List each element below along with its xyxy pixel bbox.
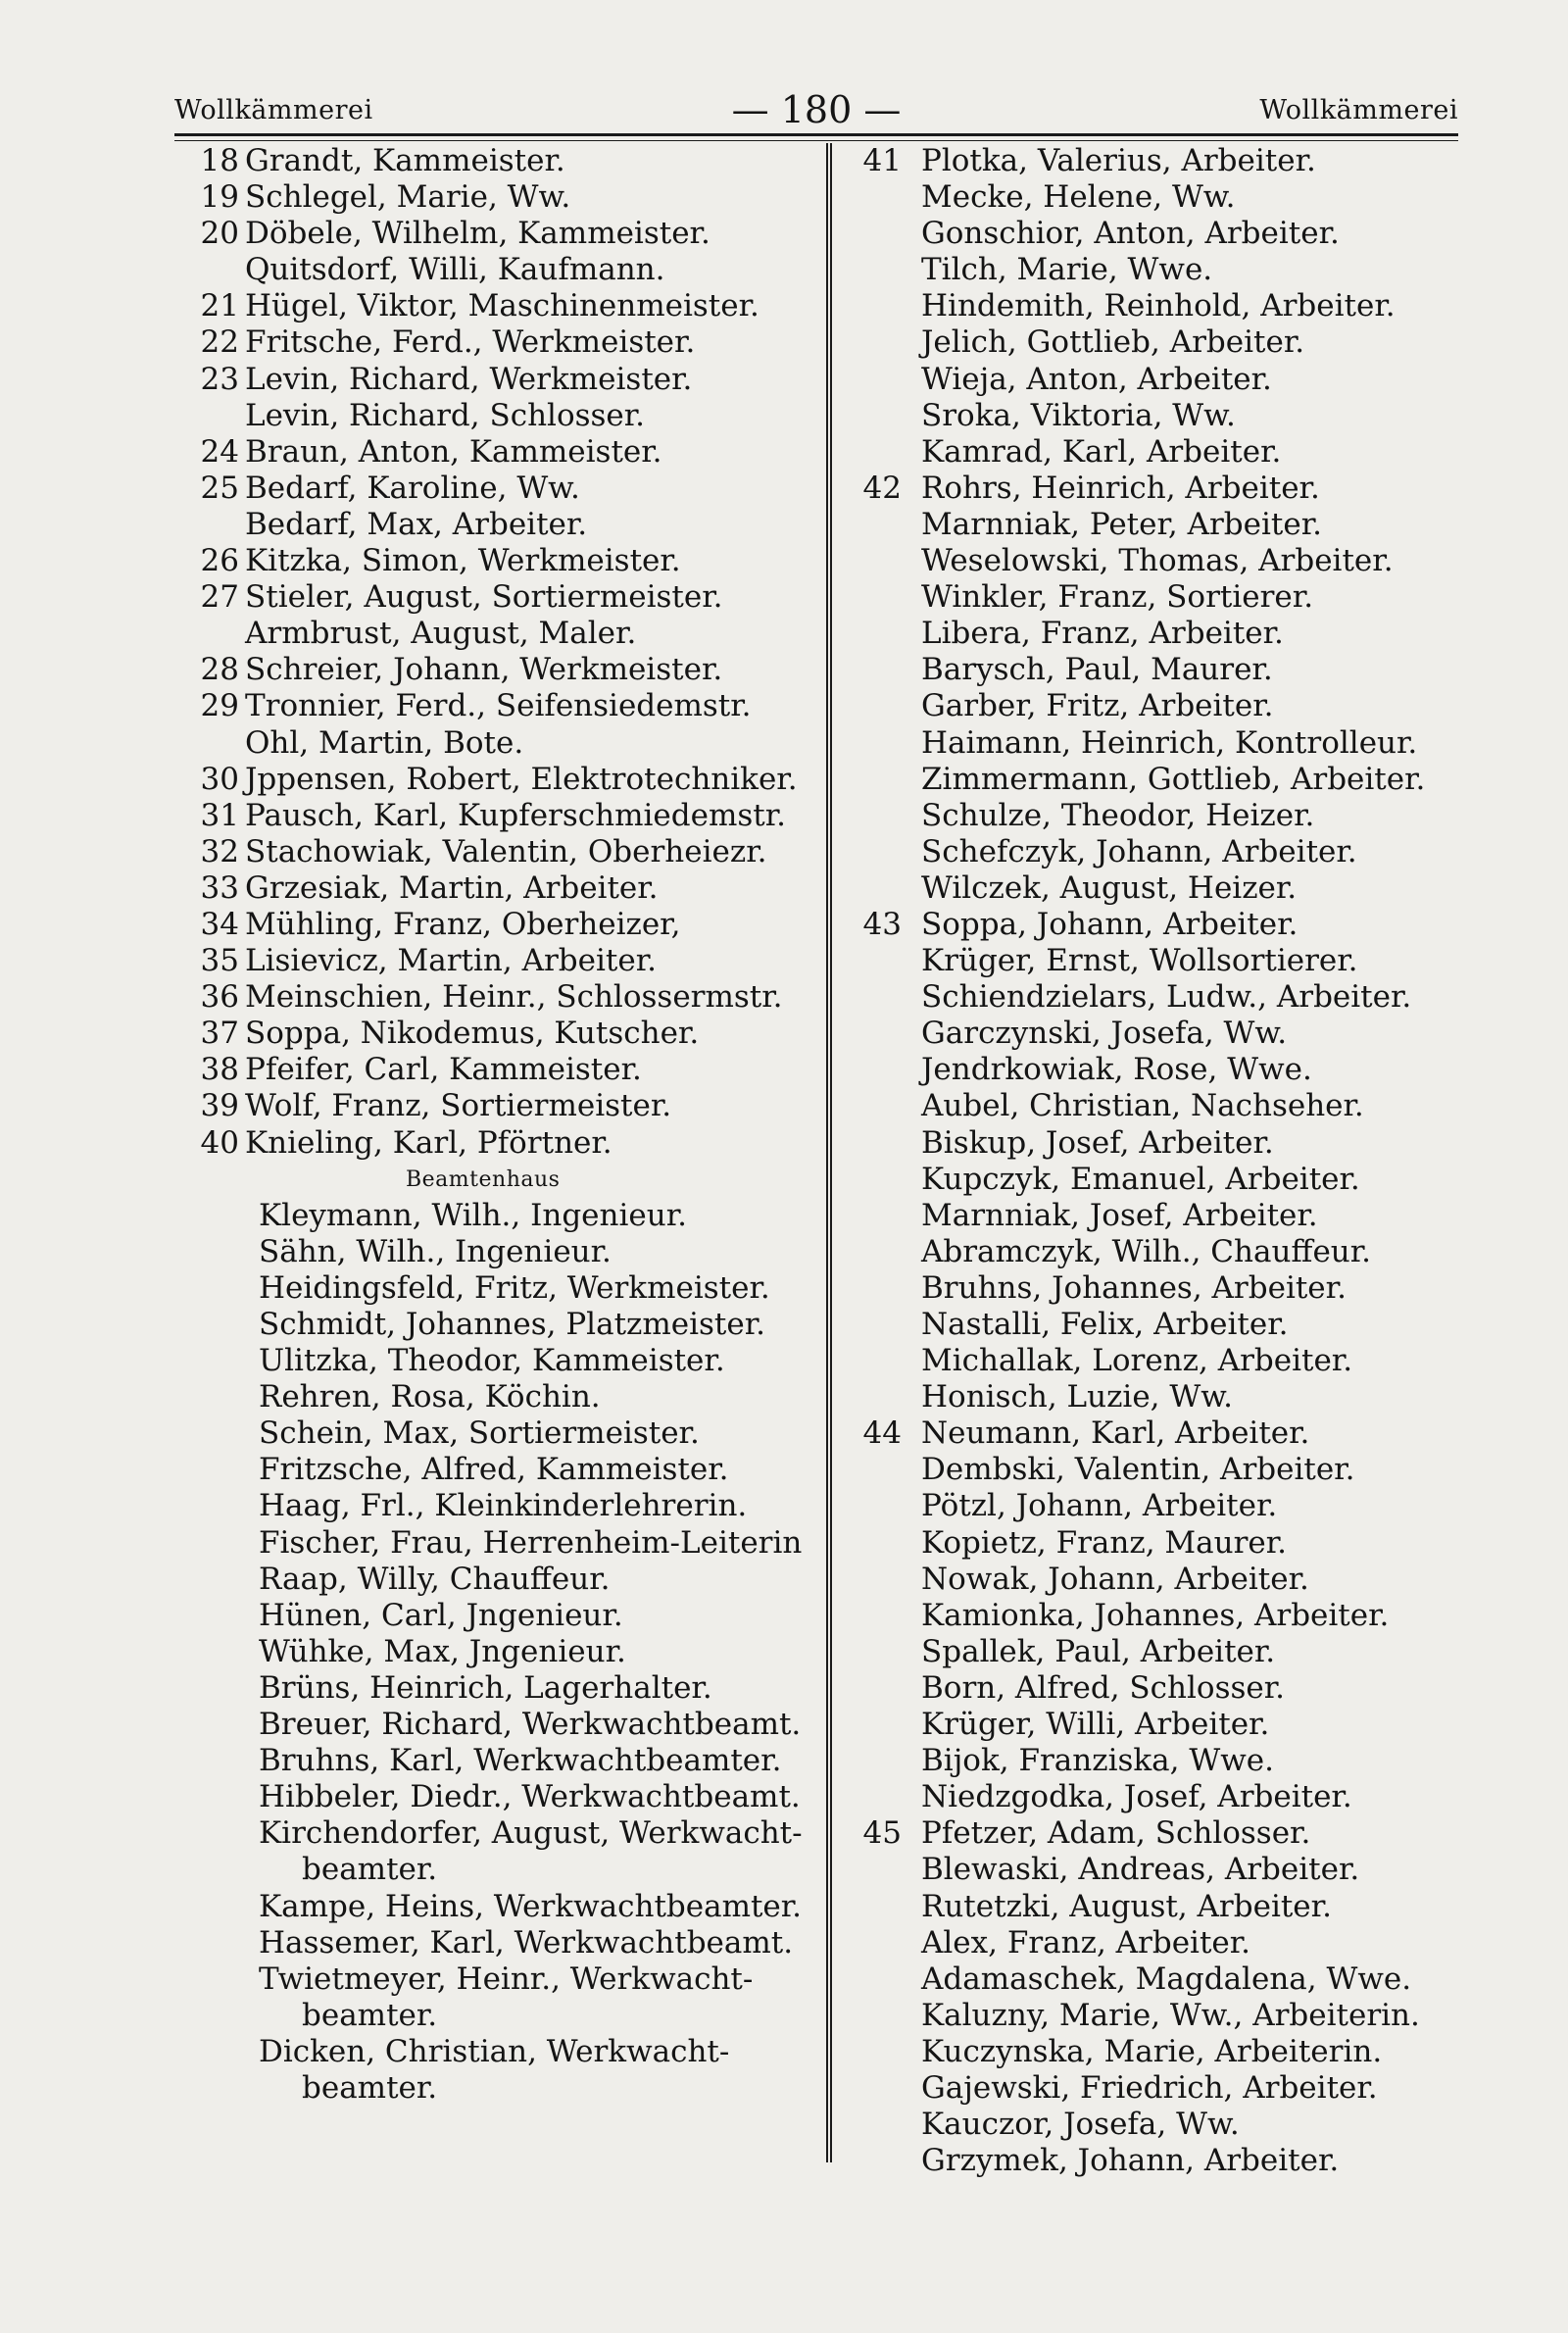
house-number: 40 xyxy=(200,1124,239,1161)
resident-text: Hindemith, Reinhold, Arbeiter. xyxy=(921,288,1396,324)
resident-text: Armbrust, August, Maler. xyxy=(245,616,637,652)
resident-text: Alex, Franz, Arbeiter. xyxy=(921,1924,1251,1961)
resident-text: Mecke, Helene, Ww. xyxy=(921,179,1236,216)
directory-entry xyxy=(174,652,811,688)
resident-text: Soppa, Nikodemus, Kutscher. xyxy=(245,1016,700,1052)
directory-entry xyxy=(851,943,1478,979)
directory-entry xyxy=(174,725,811,762)
resident-text: Grzymek, Johann, Arbeiter. xyxy=(921,2143,1340,2179)
directory-entry xyxy=(851,834,1478,870)
house-number: 27 xyxy=(200,579,239,616)
resident-text: Pötzl, Johann, Arbeiter. xyxy=(921,1488,1278,1524)
resident-text: Tronnier, Ferd., Seifensiedemstr. xyxy=(245,688,752,724)
resident-text: Marnniak, Peter, Arbeiter. xyxy=(921,506,1322,542)
resident-text: Stieler, August, Sortiermeister. xyxy=(245,579,723,616)
resident-text: Pfetzer, Adam, Schlosser. xyxy=(921,1815,1311,1852)
beamtenhaus-entry: Kleymann, Wilh., Ingenieur. xyxy=(259,1197,687,1233)
house-number: 43 xyxy=(862,906,902,942)
directory-entry xyxy=(851,1088,1478,1124)
resident-text: Kamionka, Johannes, Arbeiter. xyxy=(921,1597,1390,1633)
directory-entry xyxy=(174,288,811,324)
directory-entry xyxy=(851,398,1478,434)
directory-entry xyxy=(174,979,811,1016)
house-number: 28 xyxy=(200,652,239,688)
resident-text: Weselowski, Thomas, Arbeiter. xyxy=(921,543,1394,579)
directory-entry xyxy=(851,324,1478,361)
house-number: 36 xyxy=(200,979,239,1016)
resident-text: Quitsdorf, Willi, Kaufmann. xyxy=(245,252,665,288)
house-number: 38 xyxy=(200,1052,239,1088)
directory-entry xyxy=(851,1415,1478,1452)
resident-text: Rutetzki, August, Arbeiter. xyxy=(921,1888,1332,1924)
directory-entry xyxy=(851,1598,1478,1634)
directory-entry xyxy=(851,1452,1478,1488)
resident-text: Jelich, Gottlieb, Arbeiter. xyxy=(921,324,1305,361)
resident-text: Wieja, Anton, Arbeiter. xyxy=(921,361,1272,397)
beamtenhaus-entry: Schein, Max, Sortiermeister. xyxy=(259,1415,700,1452)
directory-entry xyxy=(851,1052,1478,1088)
header-right: Wollkämmerei xyxy=(1259,94,1458,125)
directory-entry xyxy=(174,834,811,870)
beamtenhaus-entry: Haag, Frl., Kleinkinderlehrerin. xyxy=(259,1488,748,1524)
house-number: 41 xyxy=(862,143,902,178)
directory-entry xyxy=(851,1670,1478,1707)
resident-text: Kopietz, Franz, Maurer. xyxy=(921,1524,1288,1561)
directory-entry xyxy=(851,1743,1478,1779)
house-number: 32 xyxy=(200,833,239,869)
directory-entry xyxy=(851,1634,1478,1670)
resident-text: Neumann, Karl, Arbeiter. xyxy=(921,1415,1310,1452)
house-number: 37 xyxy=(200,1016,239,1052)
directory-entry xyxy=(174,507,811,543)
directory-entry xyxy=(851,543,1478,579)
house-number: 31 xyxy=(200,797,239,833)
resident-text: Spallek, Paul, Arbeiter. xyxy=(921,1633,1276,1669)
directory-entry xyxy=(851,2070,1478,2107)
directory-entry xyxy=(174,179,811,216)
resident-text: Kupczyk, Emanuel, Arbeiter. xyxy=(921,1161,1360,1197)
resident-text: Libera, Franz, Arbeiter. xyxy=(921,616,1284,652)
directory-entry xyxy=(851,1343,1478,1379)
beamtenhaus-entry: Schmidt, Johannes, Platzmeister. xyxy=(259,1307,765,1342)
house-number: 25 xyxy=(200,470,239,506)
house-number: 35 xyxy=(200,943,239,979)
directory-entry xyxy=(174,543,811,579)
directory-entry xyxy=(851,252,1478,288)
resident-text: Grandt, Kammeister. xyxy=(245,143,565,178)
running-header xyxy=(174,86,1458,133)
header-rule-thin xyxy=(174,140,1458,141)
directory-entry xyxy=(174,1125,811,1162)
directory-entry xyxy=(174,252,811,288)
directory-entry xyxy=(851,907,1478,943)
resident-text: Braun, Anton, Kammeister. xyxy=(245,433,662,470)
house-number: 44 xyxy=(862,1415,902,1452)
directory-entry xyxy=(851,507,1478,543)
directory-entry xyxy=(851,762,1478,798)
directory-entry xyxy=(174,434,811,471)
resident-text: Niedzgodka, Josef, Arbeiter. xyxy=(921,1779,1352,1815)
resident-text: Ohl, Martin, Bote. xyxy=(245,724,524,761)
resident-text: Grzesiak, Martin, Arbeiter. xyxy=(245,869,659,906)
directory-entry xyxy=(851,652,1478,688)
beamtenhaus-entry: Hünen, Carl, Jngenieur. xyxy=(259,1597,623,1633)
resident-text: Schlegel, Marie, Ww. xyxy=(245,179,571,216)
entry-continuation: beamter. xyxy=(302,1852,438,1888)
directory-entry xyxy=(851,725,1478,762)
resident-text: Born, Alfred, Schlosser. xyxy=(921,1669,1286,1706)
directory-entry xyxy=(174,762,811,798)
directory-entry xyxy=(851,1488,1478,1524)
resident-text: Rohrs, Heinrich, Arbeiter. xyxy=(921,470,1320,506)
directory-entry xyxy=(851,1961,1478,1998)
resident-text: Krüger, Willi, Arbeiter. xyxy=(921,1707,1270,1743)
directory-entry xyxy=(174,1088,811,1124)
resident-text: Nastalli, Felix, Arbeiter. xyxy=(921,1307,1289,1342)
resident-text: Winkler, Franz, Sortierer. xyxy=(921,579,1314,616)
beamtenhaus-entry: Fischer, Frau, Herrenheim-Leiterin xyxy=(259,1524,803,1561)
directory-entry xyxy=(851,616,1478,652)
resident-text: Döbele, Wilhelm, Kammeister. xyxy=(245,216,710,252)
directory-entry xyxy=(851,1125,1478,1162)
directory-entry xyxy=(851,143,1478,179)
directory-entry xyxy=(851,2034,1478,2070)
house-number: 42 xyxy=(862,470,902,506)
resident-text: Krüger, Ernst, Wollsortierer. xyxy=(921,943,1358,979)
directory-entry xyxy=(851,288,1478,324)
directory-entry xyxy=(851,1852,1478,1888)
directory-entry xyxy=(851,579,1478,616)
resident-text: Kamrad, Karl, Arbeiter. xyxy=(921,433,1282,470)
directory-entry xyxy=(851,1779,1478,1815)
beamtenhaus-entry: Fritzsche, Alfred, Kammeister. xyxy=(259,1452,729,1488)
resident-text: Garczynski, Josefa, Ww. xyxy=(921,1016,1288,1052)
column-divider xyxy=(826,143,832,2162)
section-heading-row xyxy=(174,1162,811,1198)
directory-entry xyxy=(174,398,811,434)
directory-entry xyxy=(851,1270,1478,1307)
directory-entry xyxy=(851,1162,1478,1198)
resident-text: Aubel, Christian, Nachseher. xyxy=(921,1088,1364,1124)
directory-entry xyxy=(174,216,811,252)
directory-entry xyxy=(851,2107,1478,2143)
house-number: 45 xyxy=(862,1815,902,1852)
directory-entry xyxy=(851,1016,1478,1052)
resident-text: Adamaschek, Magdalena, Wwe. xyxy=(921,1961,1412,1997)
directory-entry xyxy=(174,1052,811,1088)
resident-text: Jppensen, Robert, Elektrotechniker. xyxy=(245,761,798,797)
directory-entry xyxy=(851,362,1478,398)
beamtenhaus-entry: Raap, Willy, Chauffeur. xyxy=(259,1561,611,1597)
resident-text: Bedarf, Karoline, Ww. xyxy=(245,470,580,506)
directory-entry xyxy=(851,179,1478,216)
beamtenhaus-entry: Twietmeyer, Heinr., Werkwacht- xyxy=(259,1961,754,1997)
resident-text: Bedarf, Max, Arbeiter. xyxy=(245,506,588,542)
directory-entry xyxy=(174,943,811,979)
entry-continuation: beamter. xyxy=(302,2069,438,2106)
resident-text: Knieling, Karl, Pförtner. xyxy=(245,1124,612,1161)
directory-entry xyxy=(851,1998,1478,2034)
beamtenhaus-entry: Ulitzka, Theodor, Kammeister. xyxy=(259,1343,725,1379)
directory-entry xyxy=(851,2143,1478,2179)
house-number: 33 xyxy=(200,869,239,906)
resident-text: Gonschior, Anton, Arbeiter. xyxy=(921,216,1340,252)
resident-text: Blewaski, Andreas, Arbeiter. xyxy=(921,1852,1360,1888)
directory-entry xyxy=(851,216,1478,252)
directory-entry xyxy=(174,616,811,652)
resident-text: Haimann, Heinrich, Kontrolleur. xyxy=(921,724,1418,761)
directory-entry xyxy=(851,688,1478,724)
resident-text: Mühling, Franz, Oberheizer, xyxy=(245,906,681,942)
beamtenhaus-entry: Dicken, Christian, Werkwacht- xyxy=(259,2033,730,2069)
directory-entry xyxy=(851,1525,1478,1562)
directory-entry xyxy=(174,798,811,834)
house-number: 34 xyxy=(200,906,239,942)
resident-text: Garber, Fritz, Arbeiter. xyxy=(921,688,1274,724)
resident-text: Lisievicz, Martin, Arbeiter. xyxy=(245,943,657,979)
resident-text: Schreier, Johann, Werkmeister. xyxy=(245,652,723,688)
house-number: 30 xyxy=(200,761,239,797)
house-number: 24 xyxy=(200,433,239,470)
beamtenhaus-entry: Kampe, Heins, Werkwachtbeamter. xyxy=(259,1888,803,1924)
beamtenhaus-entry: Heidingsfeld, Fritz, Werkmeister. xyxy=(259,1269,770,1306)
directory-entry xyxy=(851,870,1478,907)
header-rule-thick xyxy=(174,133,1458,136)
directory-entry xyxy=(174,907,811,943)
resident-text: Schiendzielars, Ludw., Arbeiter. xyxy=(921,979,1412,1016)
directory-entry xyxy=(851,1379,1478,1415)
directory-entry xyxy=(851,1562,1478,1598)
resident-text: Plotka, Valerius, Arbeiter. xyxy=(921,143,1316,178)
resident-text: Nowak, Johann, Arbeiter. xyxy=(921,1561,1309,1597)
house-number: 18 xyxy=(200,143,239,178)
directory-entry xyxy=(851,1307,1478,1343)
resident-text: Wilczek, August, Heizer. xyxy=(921,869,1298,906)
resident-text: Sroka, Viktoria, Ww. xyxy=(921,397,1236,433)
directory-entry xyxy=(851,1925,1478,1961)
resident-text: Wolf, Franz, Sortiermeister. xyxy=(245,1088,672,1124)
directory-entry xyxy=(174,579,811,616)
resident-text: Levin, Richard, Schlosser. xyxy=(245,397,646,433)
house-number: 29 xyxy=(200,688,239,724)
resident-text: Kitzka, Simon, Werkmeister. xyxy=(245,543,681,579)
resident-text: Kaluzny, Marie, Ww., Arbeiterin. xyxy=(921,1997,1420,2033)
resident-text: Bijok, Franziska, Wwe. xyxy=(921,1743,1274,1779)
directory-entry xyxy=(851,979,1478,1016)
house-number: 22 xyxy=(200,324,239,361)
beamtenhaus-entry: Hassemer, Karl, Werkwachtbeamt. xyxy=(259,1924,794,1961)
directory-entry xyxy=(174,362,811,398)
right-column xyxy=(851,143,1478,2179)
resident-text: Kauczor, Josefa, Ww. xyxy=(921,2107,1240,2143)
entry-continuation: beamter. xyxy=(302,1997,438,2033)
house-number: 39 xyxy=(200,1088,239,1124)
resident-text: Tilch, Marie, Wwe. xyxy=(921,252,1213,288)
resident-text: Honisch, Luzie, Ww. xyxy=(921,1379,1233,1415)
resident-text: Levin, Richard, Werkmeister. xyxy=(245,361,693,397)
beamtenhaus-entry: Wühke, Max, Jngenieur. xyxy=(259,1633,626,1669)
beamtenhaus-entry: Rehren, Rosa, Köchin. xyxy=(259,1379,601,1415)
resident-text: Meinschien, Heinr., Schlossermstr. xyxy=(245,979,783,1016)
house-number: 26 xyxy=(200,543,239,579)
directory-entry xyxy=(174,870,811,907)
directory-entry xyxy=(174,1016,811,1052)
resident-text: Barysch, Paul, Maurer. xyxy=(921,652,1273,688)
resident-text: Bruhns, Johannes, Arbeiter. xyxy=(921,1269,1347,1306)
resident-text: Jendrkowiak, Rose, Wwe. xyxy=(921,1052,1312,1088)
resident-text: Kuczynska, Marie, Arbeiterin. xyxy=(921,2033,1383,2069)
page-number: — 180 — xyxy=(731,88,902,131)
resident-text: Marnniak, Josef, Arbeiter. xyxy=(921,1197,1318,1233)
directory-entry xyxy=(851,1198,1478,1234)
directory-entry xyxy=(174,143,811,179)
section-heading: Beamtenhaus xyxy=(406,1166,561,1192)
resident-text: Pfeifer, Carl, Kammeister. xyxy=(245,1052,642,1088)
resident-text: Abramczyk, Wilh., Chauffeur. xyxy=(921,1233,1372,1269)
resident-text: Michallak, Lorenz, Arbeiter. xyxy=(921,1343,1353,1379)
resident-text: Gajewski, Friedrich, Arbeiter. xyxy=(921,2069,1378,2106)
directory-entry xyxy=(851,471,1478,507)
beamtenhaus-entry: Brüns, Heinrich, Lagerhalter. xyxy=(259,1669,712,1706)
house-number: 21 xyxy=(200,288,239,324)
resident-text: Schefczyk, Johann, Arbeiter. xyxy=(921,833,1357,869)
beamtenhaus-entry: Hibbeler, Diedr., Werkwachtbeamt. xyxy=(259,1779,801,1815)
house-number: 19 xyxy=(200,179,239,216)
directory-entry xyxy=(851,1815,1478,1852)
beamtenhaus-entry: Bruhns, Karl, Werkwachtbeamter. xyxy=(259,1743,782,1779)
directory-entry xyxy=(174,471,811,507)
resident-text: Hügel, Viktor, Maschinenmeister. xyxy=(245,288,760,324)
directory-entry xyxy=(174,324,811,361)
directory-entry xyxy=(851,434,1478,471)
beamtenhaus-entry: Sähn, Wilh., Ingenieur. xyxy=(259,1233,612,1269)
directory-entry xyxy=(174,688,811,724)
resident-text: Schulze, Theodor, Heizer. xyxy=(921,797,1315,833)
resident-text: Pausch, Karl, Kupferschmiedemstr. xyxy=(245,797,786,833)
resident-text: Dembski, Valentin, Arbeiter. xyxy=(921,1452,1355,1488)
resident-text: Soppa, Johann, Arbeiter. xyxy=(921,906,1298,942)
header-left: Wollkämmerei xyxy=(174,94,373,125)
left-column xyxy=(174,143,811,2107)
resident-text: Stachowiak, Valentin, Oberheiezr. xyxy=(245,833,767,869)
beamtenhaus-entry: Breuer, Richard, Werkwachtbeamt. xyxy=(259,1707,802,1743)
resident-text: Fritsche, Ferd., Werkmeister. xyxy=(245,324,696,361)
directory-entry xyxy=(851,1889,1478,1925)
directory-entry xyxy=(851,1707,1478,1743)
house-number: 20 xyxy=(200,216,239,252)
resident-text: Biskup, Josef, Arbeiter. xyxy=(921,1124,1274,1161)
beamtenhaus-entry: Kirchendorfer, August, Werkwacht- xyxy=(259,1815,803,1852)
directory-entry xyxy=(851,798,1478,834)
directory-entry xyxy=(851,1234,1478,1270)
house-number: 23 xyxy=(200,361,239,397)
resident-text: Zimmermann, Gottlieb, Arbeiter. xyxy=(921,761,1426,797)
